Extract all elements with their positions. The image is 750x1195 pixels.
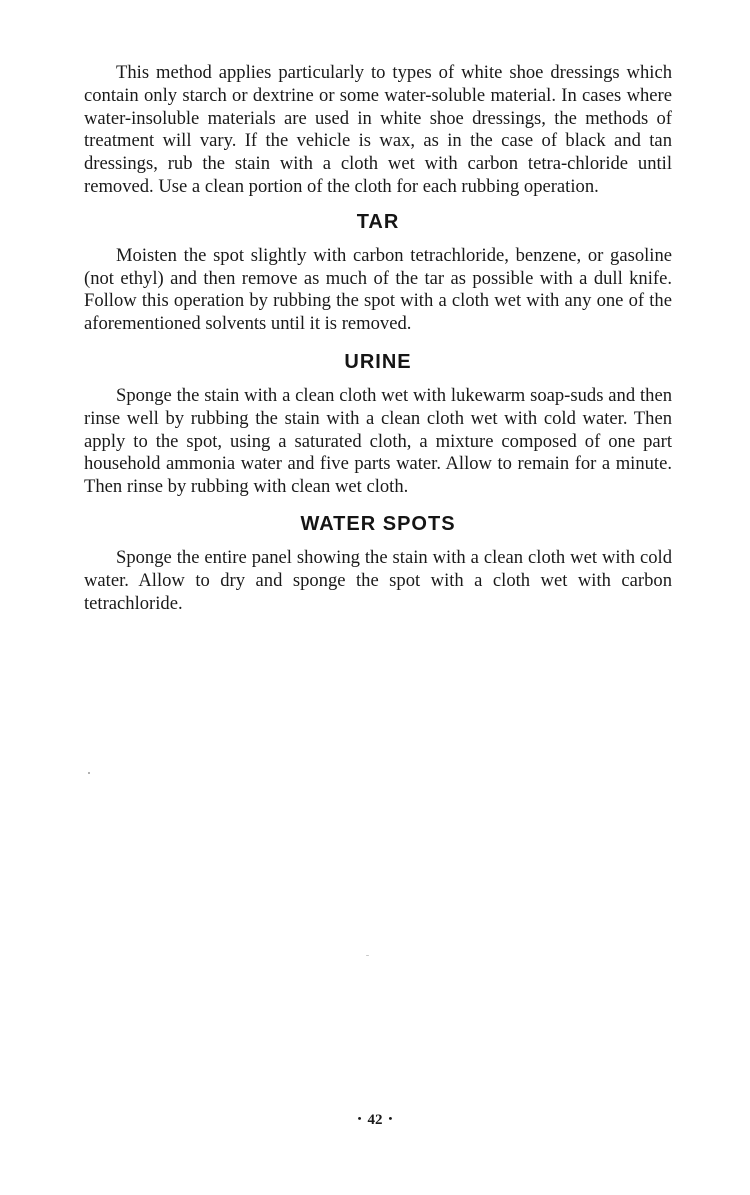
scan-speck	[88, 772, 90, 774]
section-paragraph-urine: Sponge the stain with a clean cloth wet with lukewarm soap-suds and then rinse well by rubbing the stain with a clean cloth wet with cold water. Then apply to the spot, using a saturated cloth, a mixture composed of one part household ammonia water and five parts water. Allow to remain for a minute. Then rinse by rubbing with clean wet cloth.	[84, 384, 672, 498]
section-heading-water-spots: WATER SPOTS	[300, 512, 456, 535]
section-heading-urine: URINE	[344, 350, 412, 373]
page-number: 42	[367, 1112, 383, 1128]
section-paragraph-water-spots: Sponge the entire panel showing the stain with a clean cloth wet with cold water. Allow to dry and sponge the spot with a cloth wet with carbon tetrachloride.	[84, 546, 672, 614]
section-heading-tar: TAR	[356, 210, 400, 233]
intro-paragraph: This method applies particularly to types of white shoe dressings which contain only starch or dextrine or some water-soluble material. In cases where water-insoluble materials are used in white shoe dressings, the methods of treatment will vary. If the vehicle is wax, as in the case of black and tan dressings, rub the stain with a cloth wet with carbon tetra-chloride until removed. Use a clean portion of the cloth for each rubbing operation.	[84, 62, 672, 197]
scan-speck	[366, 955, 369, 956]
page-footer	[0, 1112, 750, 1129]
footer-bullet-right: •	[388, 1113, 393, 1125]
page-body	[84, 62, 672, 615]
footer-bullet-left: •	[357, 1113, 362, 1125]
section-paragraph-tar: Moisten the spot slightly with carbon tetrachloride, benzene, or gasoline (not ethyl) and then remove as much of the tar as possible with a dull knife. Follow this operation by rubbing the spot with a cloth wet with any one of the aforementioned solvents until it is removed.	[84, 244, 672, 335]
